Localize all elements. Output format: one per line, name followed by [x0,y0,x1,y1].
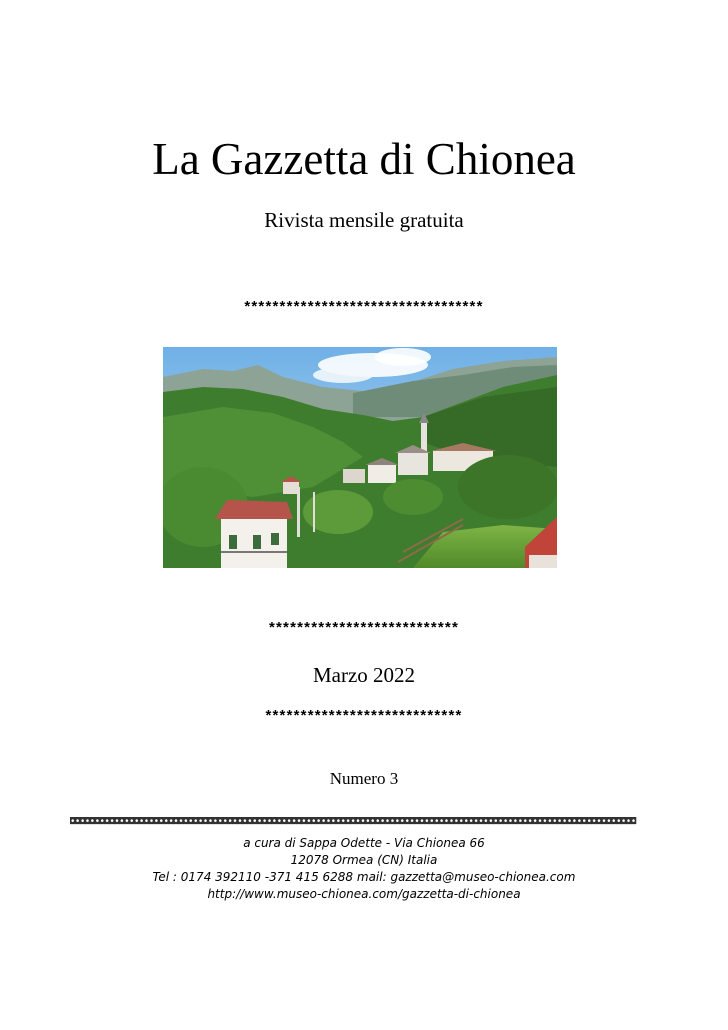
issue-number: Numero 3 [329,769,399,788]
page-title: La Gazzetta di Chionea [152,134,576,184]
village-landscape-photo [163,347,557,568]
footer-website-link[interactable]: http://www.museo-chionea.com/gazzetta-di-chionea [207,887,521,901]
glyph-separator: ◘◘◘◘◘◘◘◘◘◘◘◘◘◘◘◘◘◘◘◘◘◘◘◘◘◘◘◘◘◘◘◘◘◘◘◘◘◘◘◘◘◘◘◘◘◘◘◘◘◘◘◘◘◘◘◘◘◘◘◘◘◘◘◘◘◘◘◘◘◘◘◘◘◘◘◘◘◘◘◘◘◘◘◘◘◘◘◘◘◘◘◘◘◘◘◘◘◘◘◘◘◘◘◘◘◘◘◘◘◘◘◘◘◘◘ [70,817,636,827]
footer-contact-block [0,835,728,903]
footer-address: 12078 Ormea (CN) Italia [290,853,438,867]
star-divider-top: ********************************** [244,298,484,315]
page-subtitle: Rivista mensile gratuita [264,208,464,232]
issue-date: Marzo 2022 [312,663,416,687]
star-divider-bottom: **************************** [265,707,463,724]
footer-editor: a cura di Sappa Odette - Via Chionea 66 [243,836,485,850]
footer-contacts: Tel : 0174 392110 -371 415 6288 mail: gazzetta@museo-chionea.com [152,870,576,884]
village-landscape-image [163,347,557,568]
star-divider-middle: *************************** [268,619,459,636]
